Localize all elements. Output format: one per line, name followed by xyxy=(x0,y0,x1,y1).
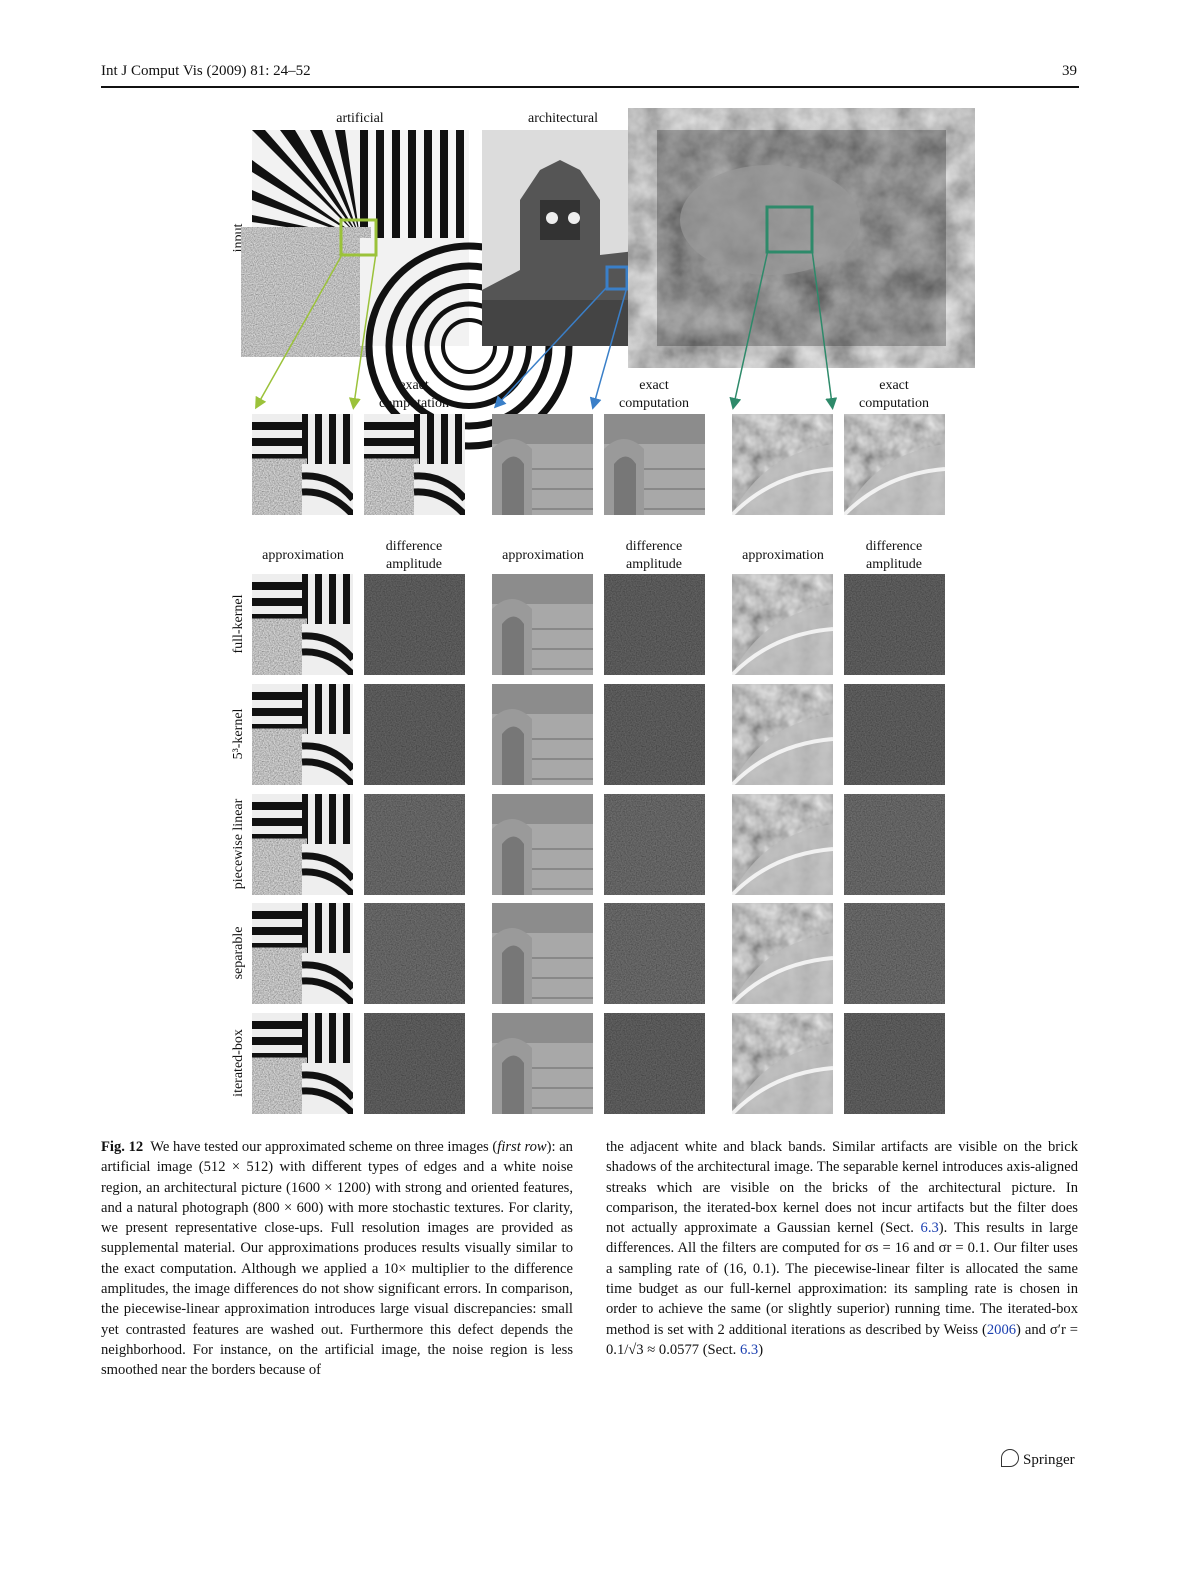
approx-label-natural: approximation xyxy=(742,548,824,563)
caption-left-column: Fig. 12 We have tested our approximated scheme on three images (first row): an artificial image (512 × 512) with different types of edges and a white noise region, an architectural picture (1600 × 1200) with strong and oriented features, and a natural photograph (800 × 600) with more stochastic textures. For clarity, we present representative close-ups. Full resolution images are provided as supplemental material. Our approximations produces results visually similar to the exact computation. Although we applied a 10× multiplier to the difference amplitudes, the image differences do not show significant errors. In comparison, the piecewise-linear approximation introduces large visual discrepancies: small yet contrasted features are washed out. Furthermore this defect depends the neighborhood. For instance, on the artificial image, the noise region is less smoothed near the borders because of xyxy=(101,1139,573,1379)
diff-label-architectural: difference amplitude xyxy=(625,539,683,572)
approx-label-architectural: approximation xyxy=(502,548,584,563)
row-label-piecewise-linear: piecewise linear xyxy=(231,798,246,890)
page-number: 39 xyxy=(1062,63,1077,79)
column-title-artificial: artificial xyxy=(336,111,384,126)
diff-label-natural: difference amplitude xyxy=(865,539,923,572)
exact-label-artificial: exact computation xyxy=(379,378,449,411)
springer-logo-icon xyxy=(1001,1449,1019,1467)
approx-row-full-kernel xyxy=(252,574,945,675)
column-title-natural: natural xyxy=(781,111,821,126)
approx-row-5-cube-kernel xyxy=(252,684,945,785)
row-label-input: input xyxy=(231,223,246,253)
approx-row-separable xyxy=(252,903,945,1004)
running-header: Int J Comput Vis (2009) 81: 24–52 xyxy=(101,63,311,79)
caption-right-column: the adjacent white and black bands. Similar artifacts are visible on the brick shadows of the architectural image. The separable kernel introduces axis-aligned streaks which are visible on the bricks of the architectural picture. In comparison, the iterated-box kernel does not incur artifacts but the filter does not actually approximate a Gaussian kernel (Sect. 6.3). This results in large differences. All the filters are computed for σs = 16 and σr = 0.1. Our filter uses a sampling rate of (16, 0.1). The piecewise-linear filter is allocated the same time budget as our full-kernel approximation: its sampling rate is chosen in order to achieve the same (or slightly superior) running time. The iterated-box method is set with 2 additional iterations as described by Weiss (2006) and σ′r = 0.1/√3 ≈ 0.0577 (Sect. 6.3) xyxy=(606,1139,1078,1358)
row-label-iterated-box: iterated-box xyxy=(231,1029,246,1097)
exact-label-architectural: exact computation xyxy=(619,378,689,411)
figure-label: Fig. 12 xyxy=(101,1139,144,1155)
row-label-5-cube-kernel: 5³-kernel xyxy=(231,708,246,760)
column-title-architectural: architectural xyxy=(528,111,598,126)
citation-link-weiss[interactable]: 2006 xyxy=(986,1321,1017,1338)
exact-label-natural: exact computation xyxy=(859,378,929,411)
section-link[interactable]: 6.3 xyxy=(920,1220,939,1237)
row-label-separable: separable xyxy=(231,926,246,980)
approx-row-piecewise-linear xyxy=(252,794,945,895)
approx-row-iterated-box xyxy=(252,1013,945,1114)
springer-footer: Springer xyxy=(1001,1449,1075,1469)
diff-label-artificial: difference amplitude xyxy=(385,539,443,572)
row-label-full-kernel: full-kernel xyxy=(231,594,246,654)
section-link-2[interactable]: 6.3 xyxy=(739,1341,759,1358)
approx-label-artificial: approximation xyxy=(262,548,344,563)
